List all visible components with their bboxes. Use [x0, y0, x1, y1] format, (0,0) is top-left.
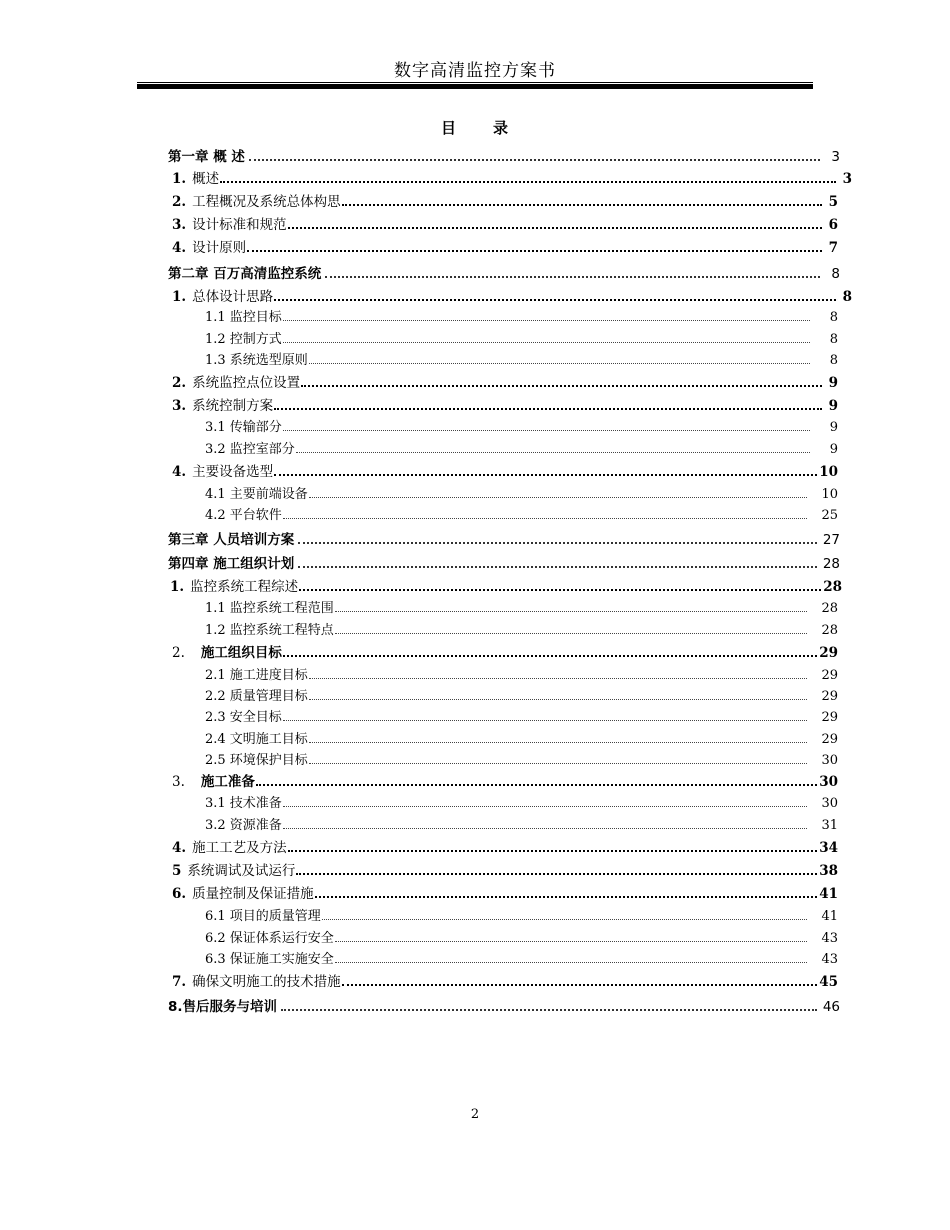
toc-entry-sub[interactable] — [205, 663, 838, 683]
toc-title-right: 录 — [493, 119, 510, 137]
toc-dot-leader — [309, 742, 808, 743]
toc-entry-page: 31 — [821, 818, 838, 833]
toc-entry-page: 6 — [828, 217, 838, 233]
toc-entry-number: 2. — [172, 375, 187, 391]
toc-entry-label: 1.3 系统选型原则 — [205, 353, 308, 368]
toc-dot-leader — [283, 720, 808, 721]
toc-entry-chapter[interactable] — [168, 528, 840, 548]
toc-entry-sub[interactable] — [205, 748, 838, 768]
toc-dot-leader — [283, 828, 808, 829]
toc-dot-leader — [296, 452, 810, 453]
toc-entry-label: 6.1 项目的质量管理 — [205, 909, 321, 924]
toc-entry-label: 售后服务与培训 — [182, 999, 278, 1015]
toc-entry-sub[interactable] — [205, 926, 838, 946]
toc-entry-page: 8 — [829, 332, 838, 347]
toc-entry-number: 2. — [172, 194, 187, 210]
header-rule-thick — [137, 84, 813, 89]
toc-entry-page: 9 — [828, 398, 838, 414]
toc-entry-section[interactable] — [172, 836, 838, 856]
toc-entry-page: 29 — [821, 668, 838, 683]
toc-entry-section[interactable] — [172, 394, 838, 414]
toc-entry-page: 29 — [821, 689, 838, 704]
toc-dot-leader — [283, 430, 810, 431]
toc-dot-leader — [274, 474, 817, 476]
toc-entry-label: 1.1 监控目标 — [205, 310, 282, 325]
toc-entry-label: 设计标准和规范 — [192, 217, 287, 233]
toc-entry-label: 3.2 监控室部分 — [205, 442, 295, 457]
toc-dot-leader — [309, 363, 810, 364]
toc-entry-label: 2.2 质量管理目标 — [205, 689, 308, 704]
toc-dot-leader — [315, 896, 818, 898]
toc-dot-leader — [274, 408, 822, 410]
page-header-title: 数字高清监控方案书 — [394, 61, 556, 81]
toc-entry-sub[interactable] — [205, 904, 838, 924]
toc-entry-page: 9 — [828, 375, 838, 391]
toc-entry-label: 施工组织目标 — [200, 645, 282, 661]
toc-entry-section[interactable] — [172, 371, 838, 391]
toc-entry-label: 确保文明施工的技术措施 — [192, 974, 341, 990]
toc-entry-page: 45 — [819, 974, 838, 990]
toc-entry-sub[interactable] — [205, 727, 838, 747]
toc-entry-page: 8 — [831, 266, 840, 282]
toc-dot-leader — [298, 542, 817, 544]
toc-entry-page: 9 — [829, 420, 838, 435]
toc-entry-chapter[interactable] — [168, 262, 840, 282]
toc-entry-number: 3. — [172, 217, 187, 233]
toc-entry-label: 6.2 保证体系运行安全 — [205, 931, 334, 946]
toc-dot-leader — [335, 962, 808, 963]
toc-entry-chapter[interactable] — [168, 552, 840, 572]
page-number: 2 — [470, 1107, 480, 1122]
toc-dot-leader — [335, 611, 808, 612]
toc-entry-page: 30 — [819, 774, 838, 790]
toc-entry-label: 1.2 监控系统工程特点 — [205, 623, 334, 638]
toc-entry-sub[interactable] — [205, 415, 838, 435]
toc-entry-page: 5 — [828, 194, 838, 210]
toc-entry-label: 总体设计思路 — [192, 289, 274, 305]
toc-entry-label: 第一章 概 述 — [168, 149, 245, 165]
toc-entry-page: 10 — [821, 487, 838, 502]
toc-entry-label: 1.2 控制方式 — [205, 332, 282, 347]
toc-entry-label: 质量控制及保证措施 — [192, 886, 314, 902]
toc-entry-section[interactable] — [172, 460, 838, 480]
toc-dot-leader — [309, 763, 808, 764]
toc-entry-label: 1.1 监控系统工程范围 — [205, 601, 334, 616]
toc-entry-sub[interactable] — [205, 947, 838, 967]
toc-entry-page: 38 — [819, 863, 838, 879]
toc-entry-page: 43 — [821, 952, 838, 967]
toc-title-left: 目 — [440, 119, 457, 137]
toc-entry-sub[interactable] — [205, 327, 838, 347]
toc-entry-page: 43 — [821, 931, 838, 946]
toc-dot-leader — [309, 678, 808, 679]
toc-entry-page: 28 — [821, 623, 838, 638]
toc-entry-page: 41 — [821, 909, 838, 924]
toc-entry-number: 6. — [172, 886, 187, 902]
toc-entry-number: 5 — [172, 863, 182, 879]
toc-entry-page: 8 — [829, 310, 838, 325]
toc-dot-leader — [288, 850, 818, 852]
toc-entry-label: 4.2 平台软件 — [205, 508, 282, 523]
toc-entry-page: 7 — [828, 240, 838, 256]
toc-dot-leader — [247, 250, 822, 252]
toc-entry-sub[interactable] — [205, 503, 838, 523]
toc-dot-leader — [335, 633, 808, 634]
toc-entry-label: 第二章 百万高清监控系统 — [168, 266, 322, 282]
toc-entry-page: 29 — [821, 732, 838, 747]
toc-entry-page: 27 — [822, 532, 840, 548]
toc-entry-page: 34 — [819, 840, 838, 856]
toc-dot-leader — [342, 204, 822, 206]
toc-entry-sub[interactable] — [205, 813, 838, 833]
toc-dot-leader — [274, 299, 836, 301]
toc-entry-chapter[interactable] — [168, 995, 840, 1015]
toc-entry-page: 28 — [822, 556, 840, 572]
toc-dot-leader — [342, 984, 818, 986]
toc-entry-label: 系统调试及试运行 — [187, 863, 296, 879]
toc-dot-leader — [309, 497, 808, 498]
toc-entry-label: 系统监控点位设置 — [192, 375, 301, 391]
toc-entry-label: 2.1 施工进度目标 — [205, 668, 308, 683]
toc-entry-sub[interactable] — [205, 791, 838, 811]
toc-entry-label: 施工准备 — [200, 774, 255, 790]
toc-entry-label: 3.2 资源准备 — [205, 818, 282, 833]
header-rule-thin — [137, 82, 813, 83]
toc-entry-label: 6.3 保证施工实施安全 — [205, 952, 334, 967]
toc-entry-label: 2.4 文明施工目标 — [205, 732, 308, 747]
toc-dot-leader — [281, 1009, 817, 1011]
toc-entry-number: 1. — [170, 579, 185, 595]
toc-entry-page: 28 — [823, 579, 842, 595]
toc-dot-leader — [220, 181, 836, 183]
toc-entry-label: 监控系统工程综述 — [190, 579, 299, 595]
toc-entry-label: 系统控制方案 — [192, 398, 274, 414]
toc-dot-leader — [309, 699, 808, 700]
toc-dot-leader — [283, 342, 810, 343]
toc-entry-number: 1. — [172, 171, 187, 187]
toc-entry-label: 4.1 主要前端设备 — [205, 487, 308, 502]
toc-entry-label: 第四章 施工组织计划 — [168, 556, 295, 572]
toc-entry-number: 7. — [172, 974, 187, 990]
toc-entry-sub[interactable] — [205, 705, 838, 725]
toc-entry-page: 3 — [842, 171, 852, 187]
toc-entry-number: 2. — [172, 645, 185, 661]
toc-entry-page: 30 — [821, 753, 838, 768]
toc-entry-label: 工程概况及系统总体构思 — [192, 194, 341, 210]
toc-dot-leader — [299, 589, 821, 591]
toc-dot-leader — [325, 276, 820, 278]
toc-entry-label: 2.3 安全目标 — [205, 710, 282, 725]
toc-entry-label: 3.1 传输部分 — [205, 420, 282, 435]
toc-entry-number: 4. — [172, 240, 187, 256]
toc-entry-number: 4. — [172, 840, 187, 856]
toc-entry-section[interactable] — [172, 167, 852, 187]
toc-entry-section[interactable] — [172, 190, 838, 210]
toc-entry-label: 设计原则 — [192, 240, 247, 256]
toc-entry-label: 施工工艺及方法 — [192, 840, 287, 856]
toc-entry-page: 29 — [819, 645, 838, 661]
toc-entry-section[interactable] — [172, 970, 838, 990]
toc-entry-label: 3.1 技术准备 — [205, 796, 282, 811]
toc-dot-leader — [296, 873, 817, 875]
toc-entry-page: 3 — [831, 149, 840, 165]
toc-entry-page: 8 — [842, 289, 852, 305]
toc-dot-leader — [283, 518, 808, 519]
toc-entry-label: 概述 — [192, 171, 220, 187]
toc-entry-sub[interactable] — [205, 437, 838, 457]
toc-entry-sub[interactable] — [205, 618, 838, 638]
toc-entry-section[interactable] — [172, 213, 838, 233]
toc-entry-label: 主要设备选型 — [192, 464, 274, 480]
toc-entry-sub[interactable] — [205, 305, 838, 325]
toc-dot-leader — [256, 784, 817, 786]
toc-entry-section[interactable] — [172, 882, 838, 902]
toc-dot-leader — [301, 385, 822, 387]
toc-entry-number: 8. — [168, 999, 183, 1015]
toc-dot-leader — [283, 320, 810, 321]
toc-entry-page: 25 — [821, 508, 838, 523]
toc-entry-chapter[interactable] — [168, 145, 840, 165]
toc-entry-section[interactable] — [172, 641, 838, 661]
toc-entry-section[interactable] — [172, 236, 838, 256]
toc-dot-leader — [249, 159, 820, 161]
toc-entry-section[interactable] — [170, 575, 842, 595]
toc-entry-page: 10 — [819, 464, 838, 480]
toc-entry-page: 8 — [829, 353, 838, 368]
toc-dot-leader — [322, 919, 808, 920]
toc-entry-number: 3. — [172, 398, 187, 414]
toc-entry-sub[interactable] — [205, 684, 838, 704]
toc-entry-page: 41 — [819, 886, 838, 902]
toc-entry-label: 第三章 人员培训方案 — [168, 532, 295, 548]
toc-entry-page: 46 — [822, 999, 840, 1015]
toc-entry-section[interactable] — [172, 859, 838, 879]
toc-entry-sub[interactable] — [205, 596, 838, 616]
toc-entry-sub[interactable] — [205, 482, 838, 502]
toc-entry-section[interactable] — [172, 770, 838, 790]
toc-entry-number: 1. — [172, 289, 187, 305]
toc-entry-sub[interactable] — [205, 348, 838, 368]
toc-entry-number: 3. — [172, 774, 185, 790]
toc-entry-page: 30 — [821, 796, 838, 811]
toc-entry-number: 4. — [172, 464, 187, 480]
toc-dot-leader — [283, 655, 817, 657]
toc-entry-label: 2.5 环境保护目标 — [205, 753, 308, 768]
toc-entry-page: 28 — [821, 601, 838, 616]
toc-entry-page: 29 — [821, 710, 838, 725]
toc-dot-leader — [288, 227, 822, 229]
toc-dot-leader — [298, 566, 817, 568]
toc-dot-leader — [335, 941, 808, 942]
toc-title — [0, 117, 950, 138]
toc-entry-section[interactable] — [172, 285, 852, 305]
toc-entry-page: 9 — [829, 442, 838, 457]
toc-dot-leader — [283, 806, 808, 807]
